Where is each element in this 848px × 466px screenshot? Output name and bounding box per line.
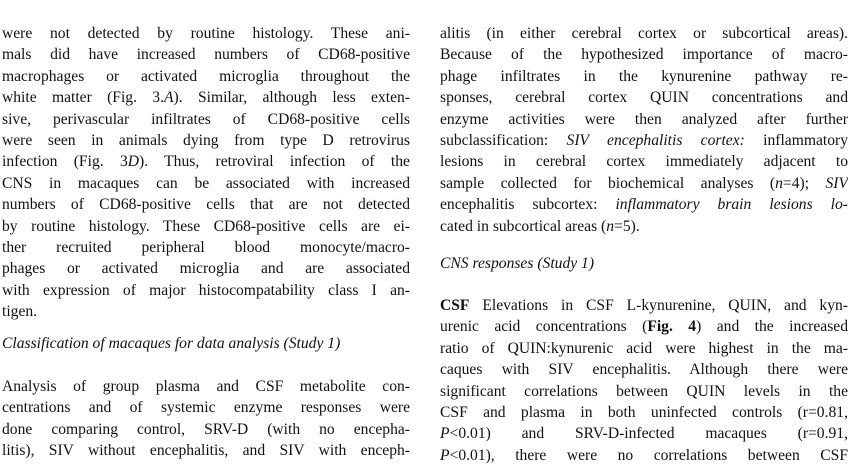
text-line: Because of the hypothesized importance of macro- <box>440 44 848 65</box>
section-heading-cns-responses: CNS responses (Study 1) <box>440 253 848 274</box>
text-line: by routine histology. These CD68-positive cells are ei- <box>2 216 410 237</box>
text-line: Analysis of group plasma and CSF metabolite con- <box>2 376 410 397</box>
text-line: subclassification: SIV encephalitis cortex: inflammatory <box>440 130 848 151</box>
text-line: mals did have increased numbers of CD68-positive <box>2 44 410 65</box>
text-line: P<0.01), there were no correlations between CSF <box>440 445 848 466</box>
bold-run: CSF <box>440 297 469 314</box>
italic-run: P <box>440 447 450 464</box>
text-line: infection (Fig. 3D). Thus, retroviral infection of the <box>2 151 410 172</box>
text-line: CNS in macaques can be associated with increased <box>2 173 410 194</box>
text-line: ther recruited peripheral blood monocyte/macro- <box>2 237 410 258</box>
text-line: urenic acid concentrations (Fig. 4) and the increased <box>440 316 848 337</box>
italic-run: D <box>128 153 139 170</box>
italic-run: n <box>606 218 614 235</box>
text-line: sive, perivascular infiltrates of CD68-positive cells <box>2 109 410 130</box>
text-line: caques with SIV encephalitis. Although there were <box>440 359 848 380</box>
italic-run: SIV <box>826 175 848 192</box>
text-line: white matter (Fig. 3.A). Similar, although less exten- <box>2 87 410 108</box>
text-line: were not detected by routine histology. These ani- <box>2 23 410 44</box>
italic-run: SIV encephalitis cortex: <box>567 132 745 149</box>
text-line: phage infiltrates in the kynurenine pathway re- <box>440 66 848 87</box>
text-line: numbers of CD68-positive cells that are not detected <box>2 194 410 215</box>
text-line: cated in subcortical areas (n=5). <box>440 216 848 237</box>
bold-run: Fig. 4 <box>647 318 696 335</box>
text-line: encephalitis subcortex: inflammatory brain lesions lo- <box>440 194 848 215</box>
text-line: litis), SIV without encephalitis, and SIV with enceph- <box>2 440 410 461</box>
text-line: alitis (in either cerebral cortex or subcortical areas). <box>440 23 848 44</box>
text-line: with expression of major histocompatability class I an- <box>2 280 410 301</box>
text-line: phages or activated microglia and are associated <box>2 258 410 279</box>
text-line: ratio of QUIN:kynurenic acid were highest in the ma- <box>440 338 848 359</box>
text-line: P<0.01) and SRV-D-infected macaques (r=0.91, <box>440 423 848 444</box>
italic-run: inflammatory brain lesions lo- <box>597 196 848 213</box>
text-line: tigen. <box>2 301 410 322</box>
text-line: done comparing control, SRV-D (with no encepha- <box>2 419 410 440</box>
text-line: centrations and of systemic enzyme responses were <box>2 397 410 418</box>
text-line: macrophages or activated microglia throughout the <box>2 66 410 87</box>
text-line: were seen in animals dying from type D retrovirus <box>2 130 410 151</box>
text-line: enzyme activities were then analyzed after further <box>440 109 848 130</box>
text-line: CSF Elevations in CSF L-kynurenine, QUIN, and kyn- <box>440 295 848 316</box>
italic-run: n <box>775 175 783 192</box>
text-line: CSF and plasma in both uninfected controls (r=0.81, <box>440 402 848 423</box>
text-line: significant correlations between QUIN levels in the <box>440 381 848 402</box>
text-line: sponses, cerebral cortex QUIN concentrations and <box>440 87 848 108</box>
italic-run: A <box>164 89 174 106</box>
text-line: sample collected for biochemical analyses (n=4); SIV <box>440 173 848 194</box>
section-heading-classification: Classification of macaques for data analysis (Study 1) <box>2 333 410 354</box>
italic-run: P <box>440 425 450 442</box>
text-line: lesions in cerebral cortex immediately adjacent to <box>440 151 848 172</box>
